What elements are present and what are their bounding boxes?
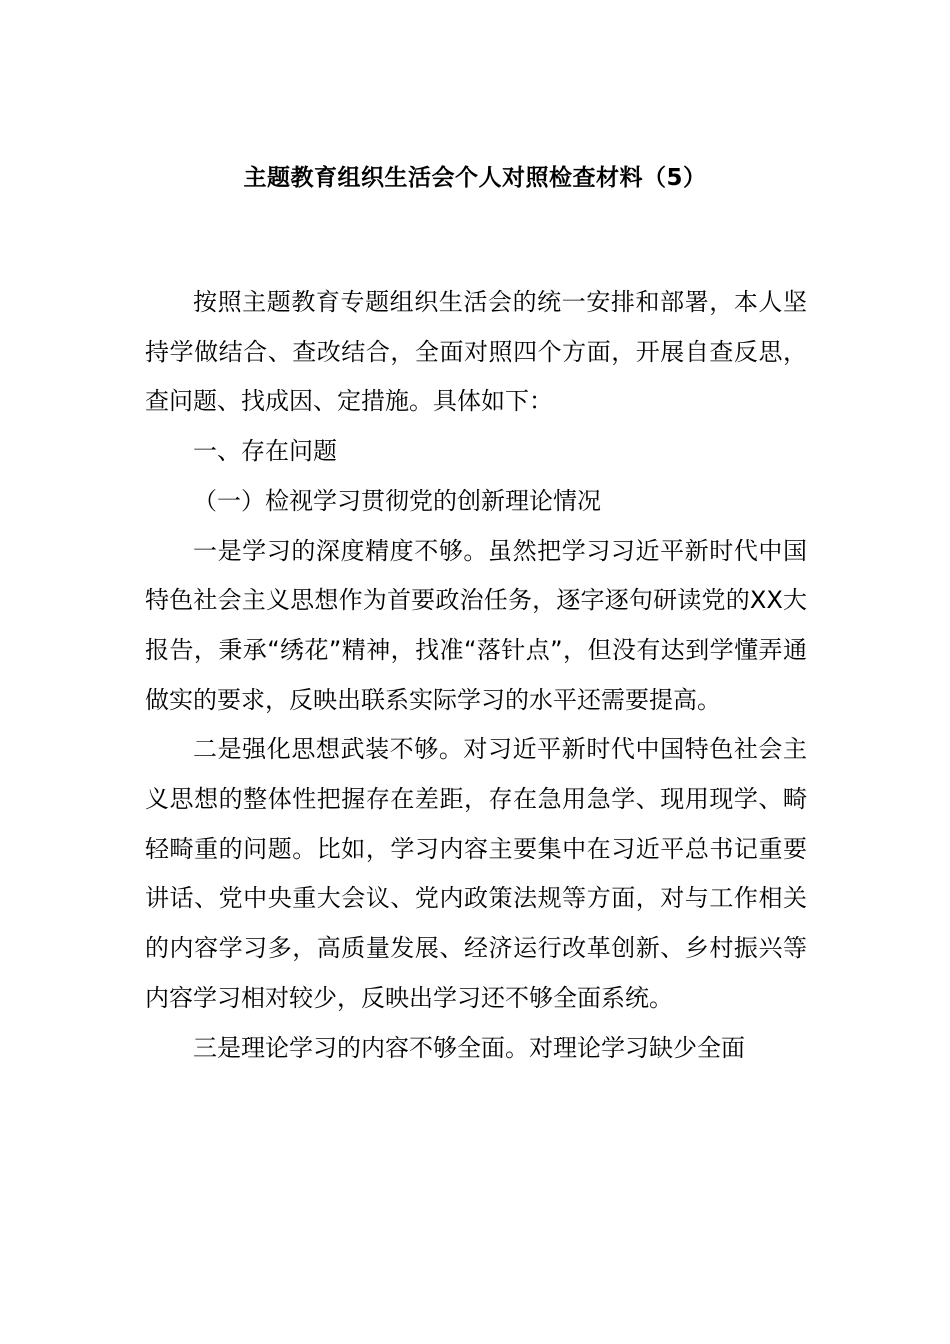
heading-section-1: 一、存在问题	[193, 437, 337, 466]
paragraph-point-1: 一是学习的深度精度不够。虽然把学习习近平新时代中国特色社会主义思想作为首要政治任务，逐字逐句研读党的XX大报告，秉承“绣花”精神，找准“落针点”，但没有达到学懂弄通做实的要求，反映出联系实际学习的水平还需要提高。	[145, 536, 807, 714]
paragraph-intro: 按照主题教育专题组织生活会的统一安排和部署，本人坚持学做结合、查改结合，全面对照四个方面，开展自查反思，查问题、找成因、定措施。具体如下：	[145, 288, 807, 416]
paragraph-point-2: 二是强化思想武装不够。对习近平新时代中国特色社会主义思想的整体性把握存在差距，存在急用急学、现用现学、畸轻畸重的问题。比如，学习内容主要集中在习近平总书记重要讲话、党中央重大会议、党内政策法规等方面，对与工作相关的内容学习多，高质量发展、经济运行改革创新、乡村振兴等内容学习相对较少，反映出学习还不够全面系统。	[145, 735, 807, 1012]
paragraph-point-3: 三是理论学习的内容不够全面。对理论学习缺少全面	[193, 1033, 745, 1062]
document-body	[145, 278, 807, 1073]
heading-subsection-1: （一）检视学习贯彻党的创新理论情况	[193, 486, 601, 515]
document-title: 主题教育组织生活会个人对照检查材料（5）	[243, 165, 707, 191]
